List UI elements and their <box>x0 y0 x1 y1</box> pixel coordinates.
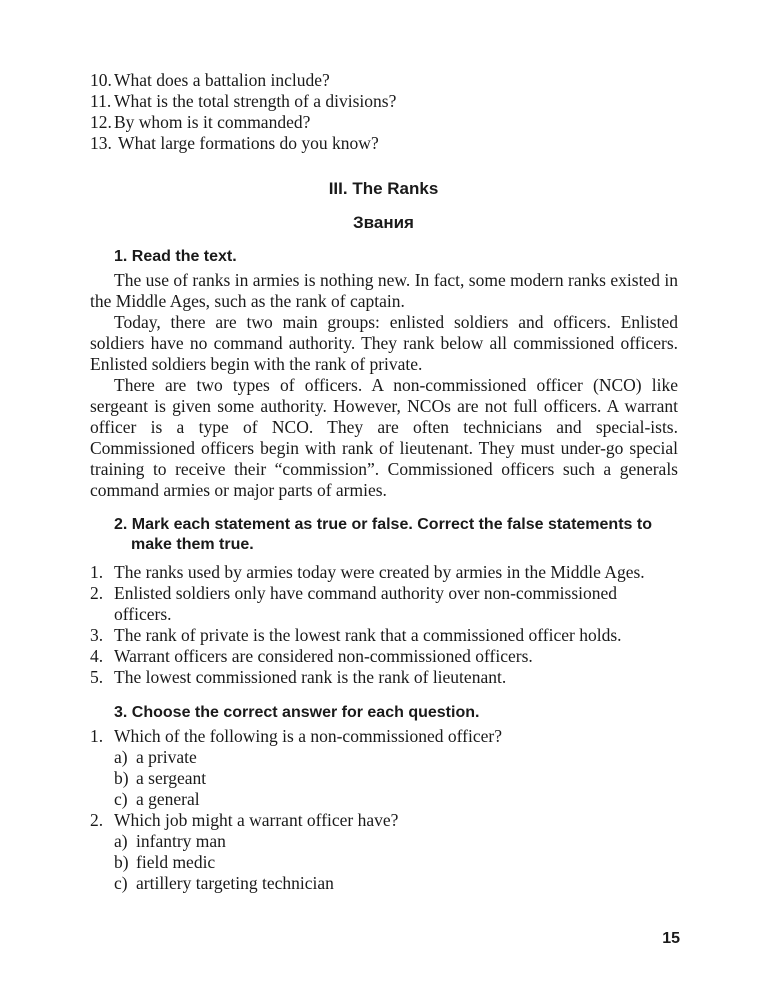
question-item <box>90 726 678 747</box>
item-number: 1. <box>90 562 104 582</box>
list-item <box>90 667 678 688</box>
option-text: infantry man <box>136 831 226 851</box>
paragraph: There are two types of officers. A non-commissioned officer (NCO) like sergeant is given some authority. However, NCOs are not full officers. A warrant officer is a type of NCO. They are often technicians and special-ists. Commissioned officers begin with rank of lieutenant. They must under-go special training to receive their “commission”. Commissioned officers such a generals command armies or major parts of armies. <box>90 375 678 500</box>
paragraph: Today, there are two main groups: enlisted soldiers and officers. Enlisted soldiers have no command authority. They rank below all commissioned officers. Enlisted soldiers begin with the rank of private. <box>90 312 678 374</box>
answer-option <box>90 873 678 894</box>
task2-heading-line2: make them true. <box>131 536 254 553</box>
item-number: 4. <box>90 646 104 666</box>
option-letter: b) <box>114 852 129 872</box>
list-item <box>90 625 678 646</box>
option-text: a general <box>136 789 200 809</box>
answer-option <box>90 768 678 789</box>
answer-option <box>90 831 678 852</box>
list-item <box>90 646 678 667</box>
list-item <box>90 562 678 583</box>
task3-heading: 3. Choose the correct answer for each question. <box>114 704 480 721</box>
list-item <box>90 91 678 112</box>
multiple-choice-questions <box>90 726 678 894</box>
item-text: The rank of private is the lowest rank that a commissioned officer holds. <box>114 625 622 645</box>
item-number: 2. <box>90 583 104 603</box>
item-text: The lowest commissioned rank is the rank of lieutenant. <box>114 667 507 687</box>
item-text: Enlisted soldiers only have command authority over non-commissioned officers. <box>114 583 618 624</box>
answer-option <box>90 747 678 768</box>
option-letter: a) <box>114 747 128 767</box>
answer-option <box>90 852 678 873</box>
task2-heading-line1: 2. Mark each statement as true or false. Correct the false statements to <box>114 516 652 533</box>
item-text: What large formations do you know? <box>114 133 379 153</box>
item-number: 11. <box>90 91 112 111</box>
question-text: Which job might a warrant officer have? <box>114 810 399 830</box>
item-number: 10. <box>90 70 112 90</box>
option-letter: a) <box>114 831 128 851</box>
section-title-russian: Звания <box>353 213 414 232</box>
task1-heading: 1. Read the text. <box>114 248 237 265</box>
option-letter: c) <box>114 873 128 893</box>
item-text: Warrant officers are considered non-commissioned officers. <box>114 646 533 666</box>
item-number: 1. <box>90 726 104 746</box>
review-questions-list <box>90 70 678 154</box>
item-number: 3. <box>90 625 104 645</box>
item-number: 5. <box>90 667 104 687</box>
option-text: artillery targeting technician <box>136 873 334 893</box>
list-item <box>90 70 678 91</box>
list-item <box>90 583 678 625</box>
true-false-statements <box>90 562 678 688</box>
item-number: 2. <box>90 810 104 830</box>
list-item <box>90 112 678 133</box>
item-text: By whom is it commanded? <box>114 112 311 132</box>
question-item <box>90 810 678 831</box>
answer-option <box>90 789 678 810</box>
item-text: What does a battalion include? <box>114 70 330 90</box>
option-text: a sergeant <box>136 768 207 788</box>
option-text: a private <box>136 747 197 767</box>
section-title: III. The Ranks <box>328 179 439 198</box>
option-text: field medic <box>136 852 216 872</box>
item-text: The ranks used by armies today were created by armies in the Middle Ages. <box>114 562 645 582</box>
item-text: What is the total strength of a divisions? <box>114 91 397 111</box>
reading-text <box>90 270 678 501</box>
option-letter: c) <box>114 789 128 809</box>
question-text: Which of the following is a non-commissioned officer? <box>114 726 502 746</box>
option-letter: b) <box>114 768 129 788</box>
item-number: 13. <box>90 133 112 153</box>
paragraph: The use of ranks in armies is nothing new. In fact, some modern ranks existed in the Middle Ages, such as the rank of captain. <box>90 270 678 311</box>
task2-heading <box>114 515 680 555</box>
list-item <box>90 133 678 154</box>
item-number: 12. <box>90 112 112 132</box>
page-number: 15 <box>662 930 680 947</box>
